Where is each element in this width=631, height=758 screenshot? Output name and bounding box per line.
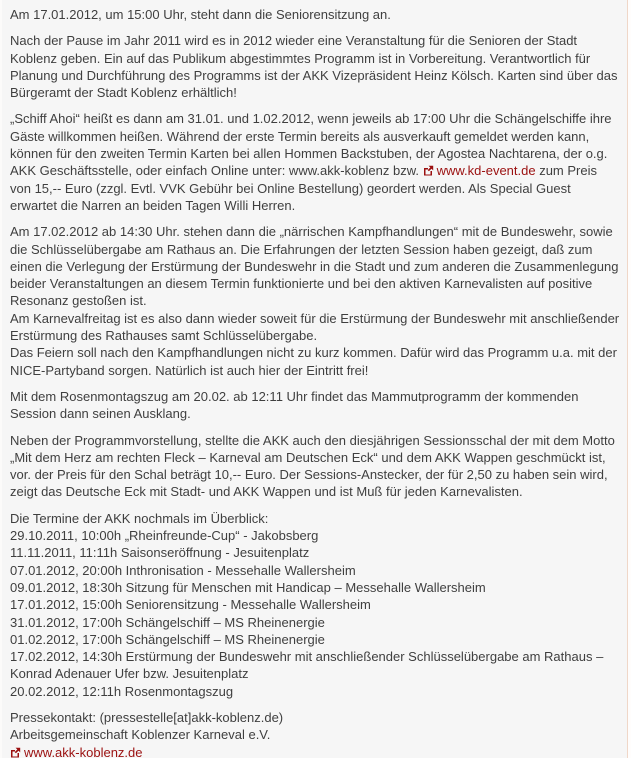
paragraph-seniorensitzung: Am 17.01.2012, um 15:00 Uhr, steht dann die Seniorensitzung an. bbox=[10, 7, 391, 22]
schedule-item: 11.11.2011, 11:11h Saisonseröffnung - Jesuitenplatz bbox=[10, 545, 310, 561]
paragraph-pause-2011: Nach der Pause im Jahr 2011 wird es in 2012 wieder eine Veranstaltung für die Senioren der Stadt Koblenz geben. Ein auf das Publikum abgestimmtes Programm ist in Vorbereitung. Verantwortlich für Planung und Durchführung des Programms ist der AKK Vizepräsident Heinz Kölsch. Karten sind über das Bürgeramt der Stadt Koblenz erhältlich! bbox=[10, 33, 618, 101]
press-contact-org: Arbeitsgemeinschaft Koblenzer Karneval e.V. bbox=[10, 727, 271, 743]
schedule-heading: Die Termine der AKK nochmals im Überblick: bbox=[10, 510, 269, 526]
schedule-item: 17.02.2012, 14:30h Erstürmung der Bundeswehr mit anschließender Schlüsselübergabe am Rathaus – Konrad Adenauer Ufer bzw. Jesuitenplatz bbox=[10, 649, 604, 682]
press-contact-block bbox=[10, 709, 621, 758]
kd-event-link-label: www.kd-event.de bbox=[436, 163, 536, 179]
paragraph-kampfhandlungen bbox=[10, 223, 621, 379]
schedule-item: 20.02.2012, 12:11h Rosenmontagszug bbox=[10, 683, 234, 699]
press-release-body bbox=[10, 6, 621, 758]
schedule-item: 07.01.2012, 20:00h Inthronisation - Messehalle Wallersheim bbox=[10, 562, 356, 578]
kd-event-link[interactable] bbox=[423, 163, 536, 178]
external-link-icon bbox=[423, 165, 434, 176]
paragraph-sessionsschal: Neben der Programmvorstellung, stellte die AKK auch den diesjährigen Sessionsschal der mit dem Motto „Mit dem Herz am rechten Fleck – Karneval am Deutschen Eck“ und dem AKK Wappen geschmückt ist, vor. der Preis für den Schal beträgt 10,-- Euro. Der Sessions-Anstecker, der für 2,50 zu haben sein wird, zeigt das Deutsche Eck mit Stadt- und AKK Wappen und ist Muß für jeden Karnevalisten. bbox=[10, 432, 615, 500]
schedule-block bbox=[10, 510, 621, 700]
press-contact-line: Pressekontakt: (pressestelle[at]akk-koblenz.de) bbox=[10, 709, 284, 725]
schedule-item: 31.01.2012, 17:00h Schängelschiff – MS Rheinenergie bbox=[10, 614, 325, 630]
schedule-item: 09.01.2012, 18:30h Sitzung für Menschen mit Handicap – Messehalle Wallersheim bbox=[10, 579, 486, 595]
akk-koblenz-link-label: www.akk-koblenz.de bbox=[24, 744, 143, 758]
paragraph-schiff-ahoi bbox=[10, 110, 621, 214]
schedule-item: 01.02.2012, 17:00h Schängelschiff – MS Rheinenergie bbox=[10, 631, 325, 647]
schedule-item: 17.01.2012, 15:00h Seniorensitzung - Messehalle Wallersheim bbox=[10, 597, 371, 613]
external-link-icon bbox=[10, 747, 21, 758]
akk-link-row bbox=[10, 744, 621, 758]
schiff-ahoi-text-pre: „Schiff Ahoi“ heißt es dann am 31.01. und 1.02.2012, wenn jeweils ab 17:00 Uhr die Schängelschiffe ihre Gäste willkommen heißen. Während der erste Termin bereits als ausverkauft gemeldet werden kann, können für den zweiten Termin Karten bei allen Hommen Backstuben, der Agostea Nachtarena, der o.g. AKK Geschäftsstelle, oder einfach Online unter: www.akk-koblenz bzw. bbox=[10, 111, 612, 179]
schedule-list bbox=[10, 527, 621, 700]
schiff-ahoi-text-post: zum Preis von 15,-- Euro (zzgl. Evtl. VVK Gebühr bei Online Bestellung) geordert werden. Als Special Guest erwartet die Narren an beiden Tagen Willi Herren. bbox=[10, 163, 597, 213]
akk-koblenz-link[interactable] bbox=[10, 745, 143, 758]
kampfhandlungen-line-2: Am Karnevalfreitag ist es also dann wieder soweit für die Erstürmung der Bundeswehr mit anschließender Erstürmung des Rathauses samt Schlüsselübergabe. bbox=[10, 310, 620, 344]
kampfhandlungen-line-3: Das Feiern soll nach den Kampfhandlungen nicht zu kurz kommen. Dafür wird das Programm u.a. mit der NICE-Partyband sorgen. Natürlich ist auch hier der Eintritt frei! bbox=[10, 345, 617, 378]
paragraph-rosenmontagszug: Mit dem Rosenmontagszug am 20.02. ab 12:11 Uhr findet das Mammutprogramm der kommenden Session dann seinen Ausklang. bbox=[10, 388, 579, 422]
kampfhandlungen-line-1: Am 17.02.2012 ab 14:30 Uhr. stehen dann die „närrischen Kampfhandlungen“ mit de Bundeswehr, sowie die Schlüsselübergabe am Rathaus an. Die Erfahrungen der letzten Session haben gezeigt, daß zum einen die Verlegung der Erstürmung der Bundeswehr in die Stadt und zum anderen die Zusammenlegung beider Veranstaltungen an diesem Termin funktionierte und bei den aktiven Karnevalisten auf positive Resonanz gestoßen ist. bbox=[10, 224, 619, 309]
schedule-item: 29.10.2011, 10:00h „Rheinfreunde-Cup“ - Jakobsberg bbox=[10, 528, 319, 544]
